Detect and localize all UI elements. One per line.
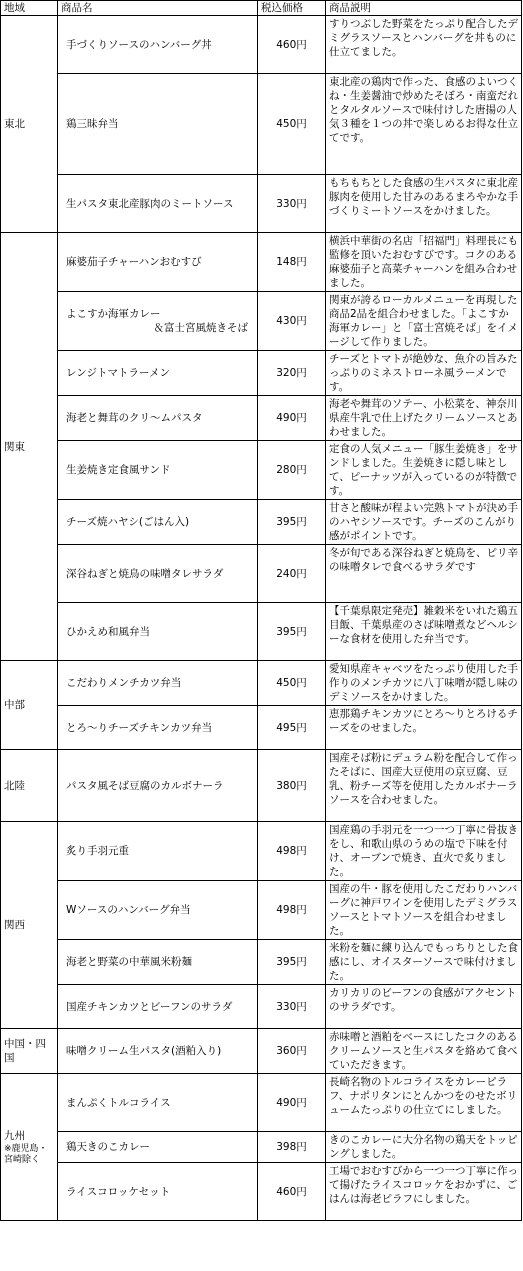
price-cell: 460円 [258, 1163, 326, 1221]
description-cell: 冬が旬である深谷ねぎと焼鳥を、ピリ辛の味噌タレで食べるサラダです [326, 545, 522, 603]
product-name: 生パスタ東北産豚肉のミートソース [66, 197, 234, 210]
price-cell: 498円 [258, 881, 326, 940]
product-name-cell [58, 940, 258, 985]
header-product-name: 商品名 [58, 1, 258, 16]
price-cell: 360円 [258, 1029, 326, 1074]
description-cell: 愛知県産キャベツをたっぷり使用した手作りのメンチカツに八丁味噌が隠し味のデミソースをかけました。 [326, 661, 522, 706]
description-cell: 海老や舞茸のソテー、小松菜を、神奈川県産牛乳で仕上げたクリームソースとあわせました。 [326, 396, 522, 441]
description-cell: 赤味噌と酒粕をベースにしたコクのあるクリームソースと生パスタを絡めて食べていただきます。 [326, 1029, 522, 1074]
table-row [1, 441, 522, 500]
price-cell: 490円 [258, 396, 326, 441]
table-row [1, 351, 522, 396]
product-name-cell [58, 706, 258, 750]
description-cell: 国産鶏の手羽元を一つ一つ丁寧に骨抜きをし、和歌山県のうめの塩で下味を付け、オーブンで焼き、直火で炙りました。 [326, 822, 522, 881]
description-cell: 東北産の鶏肉で作った、食感のよいつくね・生姜醤油で炒めたそぼろ・南蛮だれとタルタルソースで味付けした唐揚の人気３種を１つの丼で楽しめるお得な仕立てです。 [326, 74, 522, 175]
region-cell [1, 1074, 58, 1221]
product-name-cell [58, 822, 258, 881]
product-name: 鶏天きのこカレー [66, 1141, 150, 1153]
table-row [1, 16, 522, 74]
description-cell: 【千葉県限定発売】雑穀米をいれた鶏五目飯、千葉県産のさば味噌煮などヘルシーな食材を使用した弁当です。 [326, 603, 522, 661]
product-name: まんぷくトルコライス [66, 1096, 171, 1109]
product-name: こだわりメンチカツ弁当 [66, 677, 182, 689]
product-name: 麻婆茄子チャーハンおむすび [66, 256, 202, 268]
price-cell: 330円 [258, 985, 326, 1029]
price-cell: 460円 [258, 16, 326, 74]
price-cell: 498円 [258, 822, 326, 881]
description-cell: チーズとトマトが絶妙な、魚介の旨みたっぷりのミネストローネ風ラーメンです。 [326, 351, 522, 396]
description-cell: 工場でおむすびから一つ一つ丁寧に作って揚げたライスコロッケをおかずに、ごはんは海老ピラフにしました。 [326, 1163, 522, 1221]
table-row [1, 1163, 522, 1221]
description-cell: 長崎名物のトルコライスをカレーピラフ、ナポリタンにとんかつをのせたボリュームたっぷりの仕立てにしました。 [326, 1074, 522, 1132]
product-name: チーズ焼ハヤシ(ごはん入) [66, 516, 190, 528]
header-price: 税込価格 [258, 1, 326, 16]
region-cell [1, 822, 58, 1029]
description-cell: すりつぶした野菜をたっぷり配合したデミグラスソースとハンバーグを丼ものに仕立てました。 [326, 16, 522, 74]
table-row [1, 985, 522, 1029]
region-cell [1, 750, 58, 822]
table-row [1, 881, 522, 940]
product-name-cell [58, 750, 258, 822]
table-row [1, 545, 522, 603]
table-row [1, 940, 522, 985]
region-name: 中部 [4, 699, 25, 711]
product-name: 生姜焼き定食風サンド [66, 464, 171, 476]
product-name: 炙り手羽元重 [66, 845, 129, 857]
table-row [1, 292, 522, 351]
product-name: ライスコロッケセット [66, 1185, 171, 1198]
description-cell: 定食の人気メニュー「豚生姜焼き」をサンドしました。生姜焼きに隠し味として、ピーナッツが入っているのが特徴です。 [326, 441, 522, 500]
product-name: とろ～りチーズチキンカツ弁当 [66, 721, 213, 734]
price-cell: 490円 [258, 1074, 326, 1132]
table-row [1, 1132, 522, 1163]
product-name-cell [58, 603, 258, 661]
description-cell: もちもちとした食感の生パスタに東北産豚肉を使用した甘みのあるまろやかな手づくりミートソースをかけました。 [326, 175, 522, 233]
table-row [1, 500, 522, 545]
description-cell: カリカリのビーフンの食感がアクセントのサラダです。 [326, 985, 522, 1029]
product-name-cell [58, 985, 258, 1029]
header-region: 地域 [1, 1, 58, 16]
price-cell: 395円 [258, 603, 326, 661]
price-cell: 148円 [258, 233, 326, 292]
product-name: ひかえめ和風弁当 [66, 625, 150, 638]
table-row [1, 396, 522, 441]
product-name: Wソースのハンバーグ弁当 [66, 904, 191, 916]
price-cell: 380円 [258, 750, 326, 822]
price-cell: 450円 [258, 74, 326, 175]
product-name-cell [58, 1132, 258, 1163]
price-cell: 240円 [258, 545, 326, 603]
table-row [1, 661, 522, 706]
table-row [1, 1074, 522, 1132]
price-cell: 395円 [258, 500, 326, 545]
product-name-cell [58, 1029, 258, 1074]
product-name-cell [58, 500, 258, 545]
product-name-cell [58, 881, 258, 940]
description-cell: 横浜中華街の名店「招福門」料理長にも監修を頂いたおむすびです。コクのある麻婆茄子と高菜チャーハンを組み合わせました。 [326, 233, 522, 292]
table-row [1, 822, 522, 881]
product-name: レンジトマトラーメン [66, 367, 170, 379]
table-row [1, 706, 522, 750]
region-cell [1, 233, 58, 661]
price-cell: 280円 [258, 441, 326, 500]
price-cell: 450円 [258, 661, 326, 706]
table-row [1, 1029, 522, 1074]
product-name-cell [58, 16, 258, 74]
price-cell: 495円 [258, 706, 326, 750]
table-row [1, 750, 522, 822]
product-name-cell [58, 545, 258, 603]
header-description: 商品説明 [326, 1, 522, 16]
region-name: 北陸 [4, 779, 25, 792]
region-name: 九州 [4, 1129, 25, 1142]
product-name: 手づくりソースのハンバーグ丼 [66, 38, 212, 51]
product-name: 海老と野菜の中華風米粉麺 [66, 956, 192, 968]
region-name: 関西 [4, 919, 25, 931]
description-cell: 甘さと酸味が程よい完熟トマトが決め手のハヤシソースです。チーズのこんがり感がポイントです。 [326, 500, 522, 545]
region-cell [1, 16, 58, 233]
product-name-cell [58, 396, 258, 441]
price-cell: 395円 [258, 940, 326, 985]
description-cell: 国産そば粉にデュラム粉を配合して作ったそばに、国産大豆使用の京豆腐、豆乳、粉チーズ等を使用したカルボナーラソースを合わせました。 [326, 750, 522, 822]
description-cell: 恵那鶏チキンカツにとろ～りとろけるチーズをのせました。 [326, 706, 522, 750]
product-name-line2: ＆富士宮風焼きそば [153, 322, 248, 334]
product-name-cell [58, 441, 258, 500]
product-name-cell [58, 175, 258, 233]
price-cell: 320円 [258, 351, 326, 396]
product-name-cell [58, 74, 258, 175]
product-name: パスタ風そば豆腐のカルボナーラ [66, 779, 224, 792]
product-name-cell [58, 351, 258, 396]
product-name: 海老と舞茸のクリ～ムパスタ [66, 412, 203, 424]
description-cell: 米粉を麺に練り込んでもっちりとした食感にし、オイスターソースで味付けました。 [326, 940, 522, 985]
product-name-cell [58, 292, 258, 351]
product-name: 味噌クリーム生パスタ(酒粕入り) [66, 1045, 222, 1057]
product-name-cell [58, 661, 258, 706]
price-cell: 430円 [258, 292, 326, 351]
description-cell: 関東が誇るローカルメニューを再現した商品2品を組合わせました。「よこすか海軍カレー」と「富士宮焼そば」をイメージして作りました。 [326, 292, 522, 351]
region-name: 関東 [4, 440, 25, 453]
product-name-cell [58, 1163, 258, 1221]
description-cell: きのこカレーに大分名物の鶏天をトッピングしました。 [326, 1132, 522, 1163]
table-row [1, 74, 522, 175]
table-row [1, 603, 522, 661]
region-cell [1, 1029, 58, 1074]
table-body [1, 16, 522, 1221]
table-row [1, 175, 522, 233]
region-name: 中国・四国 [4, 1038, 46, 1064]
product-name: よこすか海軍カレー [66, 308, 161, 320]
header-row [1, 1, 522, 16]
description-cell: 国産の牛・豚を使用したこだわりハンバーグに神戸ワインを使用したデミグラスソースとトマトソースを組合わせました。 [326, 881, 522, 940]
product-name: 国産チキンカツとビーフンのサラダ [66, 1000, 233, 1013]
product-name: 深谷ねぎと焼鳥の味噌タレサラダ [66, 567, 224, 580]
product-name: 鶏三昧弁当 [66, 118, 119, 130]
product-name-cell [58, 233, 258, 292]
region-note: ※鹿児島・宮崎除く [4, 1143, 48, 1165]
product-name-cell [58, 1074, 258, 1132]
price-cell: 398円 [258, 1132, 326, 1163]
region-name: 東北 [4, 118, 25, 130]
price-cell: 330円 [258, 175, 326, 233]
table-row [1, 233, 522, 292]
region-cell [1, 661, 58, 750]
